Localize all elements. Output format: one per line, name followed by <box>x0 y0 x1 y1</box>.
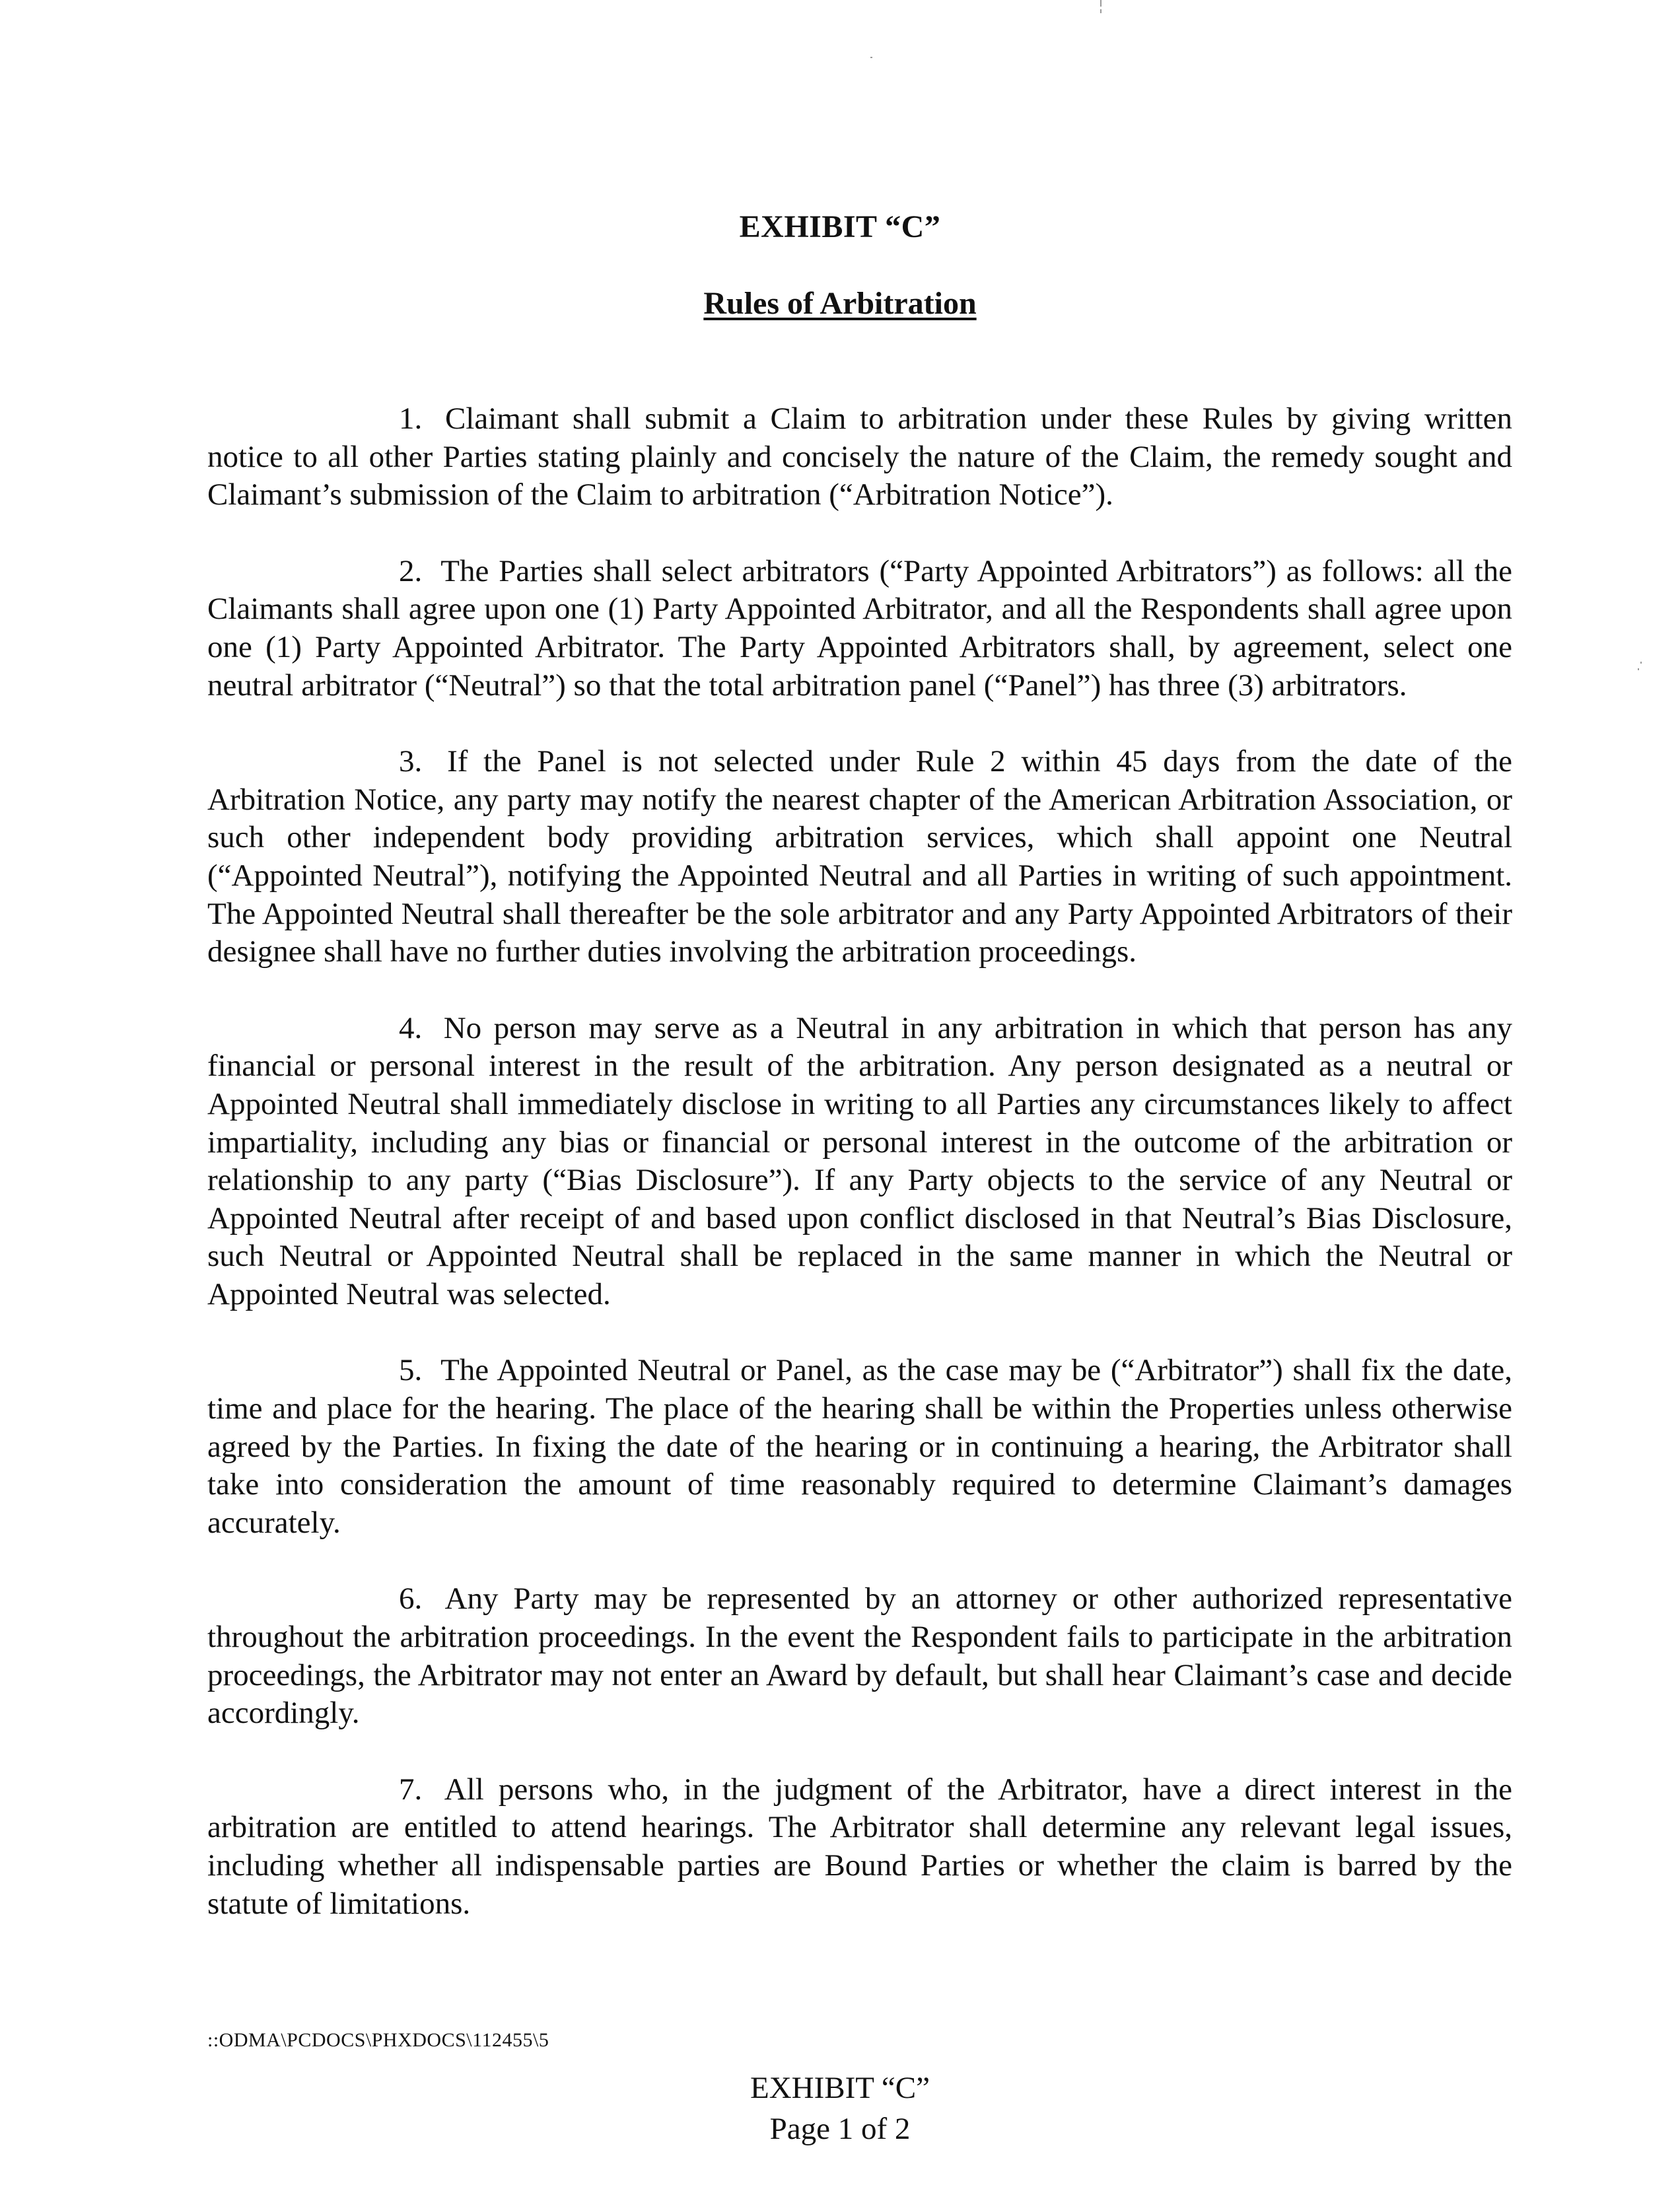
rule-number: 2. <box>399 553 423 588</box>
rule-number: 1. <box>399 401 423 436</box>
rule-number: 6. <box>399 1581 423 1616</box>
exhibit-heading: EXHIBIT “C” <box>739 209 941 244</box>
rules-body <box>207 400 1512 1961</box>
rule-paragraph-4 <box>207 1010 1512 1314</box>
rule-paragraph-5 <box>207 1352 1512 1542</box>
document-code: ::ODMA\PCDOCS\PHXDOCS\112455\5 <box>207 2029 549 2051</box>
rule-text: All persons who, in the judgment of the Arbitrator, have a direct interest in the arbitration are entitled to attend hearings. The Arbitrator shall determine any relevant legal issues, including whether all indispensable parties are Bound Parties or whether the claim is barred by the statute of limitations. <box>207 1772 1512 1921</box>
scan-artifact <box>870 57 872 58</box>
rule-text: The Parties shall select arbitrators (“Party Appointed Arbitrators”) as follows: all the Claimants shall agree upon one (1) Party Appointed Arbitrator, and all the Respondents shall agree upon one (1) Party Appointed Arbitrator. The Party Appointed Arbitrators shall, by agreement, select one neutral arbitrator (“Neutral”) so that the total arbitration panel (“Panel”) has three (3) arbitrators. <box>207 553 1513 703</box>
rule-paragraph-6 <box>207 1580 1512 1732</box>
scan-artifact <box>1638 668 1639 670</box>
rule-text: The Appointed Neutral or Panel, as the case may be (“Arbitrator”) shall fix the date, time and place for the hearing. The place of the hearing shall be within the Properties unless otherwise agreed by the Parties. In fixing the date of the hearing or in continuing a hearing, the Arbitrator shall take into consideration the amount of time reasonably required to determine Claimant’s damages accurately. <box>207 1353 1512 1540</box>
footer-exhibit-label: EXHIBIT “C” <box>750 2071 930 2105</box>
rule-paragraph-3 <box>207 743 1512 971</box>
rule-number: 5. <box>399 1353 423 1388</box>
page-number: Page 1 of 2 <box>769 2112 911 2146</box>
document-title: Rules of Arbitration <box>703 286 977 321</box>
rule-text: Any Party may be represented by an attorney or other authorized representative throughout the arbitration proceedings. In the event the Respondent fails to participate in the arbitration proceedings, the Arbitrator may not enter an Award by default, but shall hear Claimant’s case and decide accordingly. <box>207 1581 1512 1731</box>
rule-paragraph-2 <box>207 553 1512 705</box>
rule-paragraph-1 <box>207 400 1512 514</box>
rule-number: 3. <box>399 744 423 779</box>
rule-text: No person may serve as a Neutral in any arbitration in which that person has any financial or personal interest in the result of the arbitration. Any person designated as a neutral or Appointed Neutral shall immediately disclose in writing to all Parties any circumstances likely to affect impartiality, including any bias or financial or personal interest in the outcome of the arbitration or relationship to any party (“Bias Disclosure”). If any Party objects to the service of any Neutral or Appointed Neutral after receipt of and based upon conflict disclosed in that Neutral’s Bias Disclosure, such Neutral or Appointed Neutral shall be replaced in the same manner in which the Neutral or Appointed Neutral was selected. <box>207 1010 1512 1311</box>
rule-number: 7. <box>399 1772 423 1807</box>
rule-text: If the Panel is not selected under Rule 2 within 45 days from the date of the Arbitration Notice, any party may notify the nearest chapter of the American Arbitration Association, or such other independent body providing arbitration services, which shall appoint one Neutral (“Appointed Neutral”), notifying the Appointed Neutral and all Parties in writing of such appointment. The Appointed Neutral shall thereafter be the sole arbitrator and any Party Appointed Arbitrators of their designee shall have no further duties involving the arbitration proceedings. <box>207 744 1513 969</box>
scan-artifact <box>1100 9 1102 13</box>
rule-paragraph-7 <box>207 1771 1512 1923</box>
scan-artifact <box>1640 662 1642 664</box>
rule-number: 4. <box>399 1010 423 1045</box>
rule-text: Claimant shall submit a Claim to arbitration under these Rules by giving written notice to all other Parties stating plainly and concisely the nature of the Claim, the remedy sought and Claimant’s submission of the Claim to arbitration (“Arbitration Notice”). <box>207 401 1513 512</box>
scan-artifact <box>1100 0 1102 7</box>
